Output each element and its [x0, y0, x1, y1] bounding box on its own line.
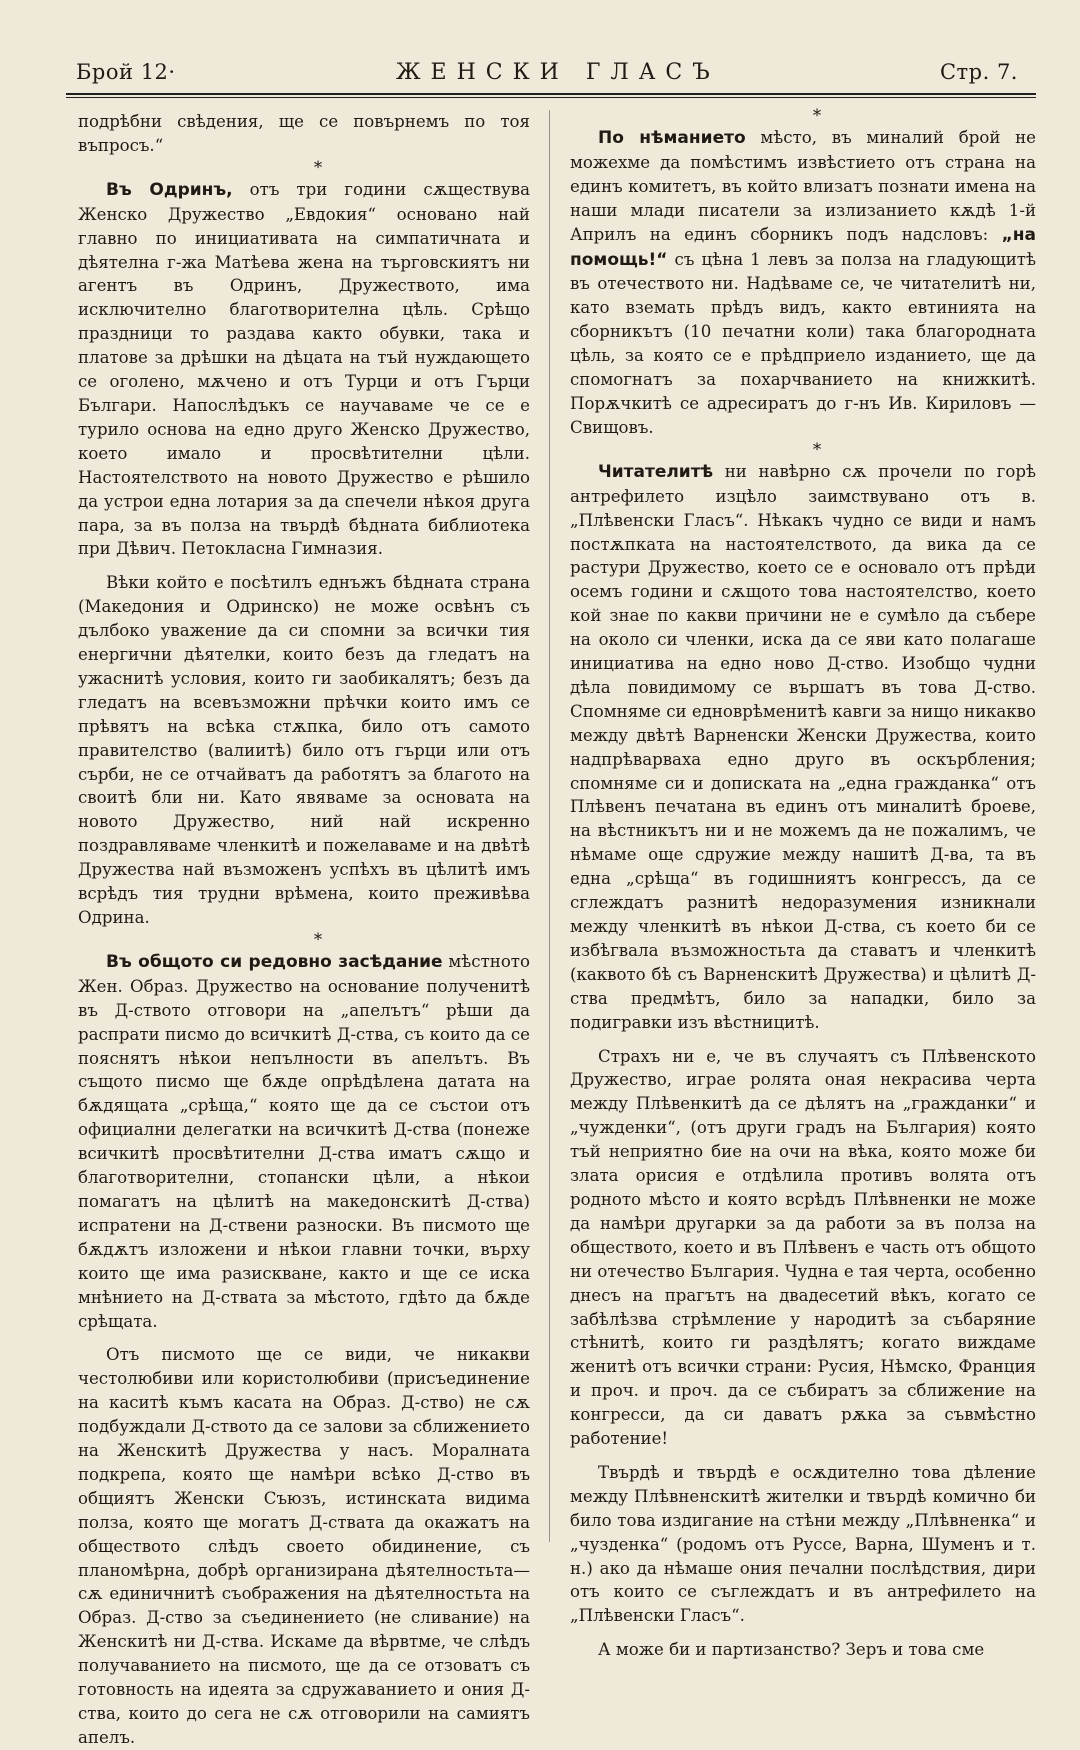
page-number: Стр. 7.: [939, 60, 1018, 84]
article-lead: Читателитѣ: [598, 461, 714, 482]
column-divider: [549, 110, 550, 1542]
issue-number: Брой 12·: [76, 60, 176, 84]
section-star: *: [313, 157, 323, 177]
article-lead: Въ общото си редовно засѣдание: [106, 951, 443, 972]
article-paragraph: А може би и партизанство? Зеръ и това сме: [598, 1640, 985, 1660]
article-collection: [570, 126, 1036, 440]
article-text: мѣстното Жен. Образ. Дружество на основание полученитѣ въ Д-ството отговори на „апелътъ“ рѣши да распрати писмо до всичкитѣ Д-ства, съ които да се пояснятъ нѣкои непълности въ апелътъ. Въ същото писмо ще бѫде опрѣдѣлена датата на бѫдящата „срѣща,“ която ще да се състои отъ официални делегатки на всичкитѣ Д-ства (понеже всичкитѣ просвѣтителни Д-ства иматъ сѫщо и благотворителни, стопански цѣли, а нѣкои помагатъ на цѣлитѣ на македонскитѣ Д-ства) испратени на Д-ствени разноски. Въ писмото ще бѫдѫтъ изложени и нѣкои главни точки, върху които ще има разискване, както и ще се иска мнѣнието на Д-ствата за мѣстото, гдѣто да бѫде срѣщата.: [78, 951, 530, 1331]
header-rule: [66, 93, 1036, 95]
article-odrin: [78, 178, 530, 562]
article-text: отъ три години сѫществува Женско Дружество „Евдокия“ основано най главно по инициативата на симпатичната и дѣятелна г-жа Матѣева жена на търговскиятъ ни агентъ въ Одринъ, Дружеството, има исключително благотворителна цѣль. Срѣщо праздници то раздава както обувки, така и платове за дрѣшки на дѣцата на тъй нуждающето се оголено, мѫчено и отъ Турци и отъ Гърци Българи. Напослѣдъкъ се научаваме че се е турило основа на едно друго Женско Дружество, което имало и просвѣтителни цѣли. Настоятелството на новото Дружество е рѣшило да устрои една лотария за да спечели нѣкоя друга пара, за въ полза на твърдѣ бѣдната библиотека при Дѣвич. Петокласна Гимназия.: [78, 179, 530, 559]
newspaper-title: ЖЕНСКИ ГЛАСЪ: [395, 59, 720, 85]
right-column: [570, 106, 1036, 1662]
article-paragraph: Страхъ ни е, че въ случаятъ съ Плѣвенското Дружество, играе ролята оная некрасива черта между Плѣвенкитѣ да се дѣлятъ на „гражданки“ и „чужденки“, (отъ други градъ на България) която тъй неприятно бие на очи на вѣка, която може би злата орисия е отдѣлила противъ волята отъ родното мѣсто и която всрѣдъ Плѣвненки не може да намѣри другарки за да работи за въ полза на обществото, което и въ Плѣвенъ е часть отъ общото ни отечество България. Чудна е тая черта, особенно днесъ на прагътъ на двадесетий вѣкъ, когато се забѣлѣзва стрѣмление у народитѣ за събаряние стѣнитѣ, които ги раздѣлятъ; когато виждаме женитѣ отъ всички страни: Русия, Нѣмско, Франция и проч. и проч. да се събиратъ за сближение на конгресси, да си даватъ рѫка за съвмѣстно работение!: [570, 1046, 1037, 1449]
article-paragraph: Твърдѣ и твърдѣ е осѫдително това дѣление между Плѣвненскитѣ жителки и твърдѣ комично би било това издигание на стѣни между „Плѣвненка“ и „чузденка“ (родомъ отъ Руссе, Варна, Шуменъ и т. н.) ако да нѣмаше ония печални послѣдствия, дири отъ които се съглеждатъ и въ антрефилето на „Плѣвенски Гласъ“.: [570, 1462, 1036, 1626]
page-header: [76, 52, 1018, 92]
article-paragraph: Отъ писмото ще се види, че никакви честолюбиви или користолюбиви (присъединение на каситѣ къмъ касата на Образ. Д-ство) не сѫ подбуждали Д-ството да се залови за сближението на Женскитѣ Дружества у насъ. Моралната подкрепа, която ще намѣри всѣко Д-ство въ общиятъ Женски Съюзъ, истинската видима полза, която ще могатъ Д-ствата да окажатъ на обществото слѣдъ своето обидинение, съ планомѣрна, добрѣ организирана дѣятелностьта—сѫ единичнитѣ съображения на дѣятелностьта на Образ. Д-ство за съединението (не сливание) на Женскитѣ ни Д-ства. Искаме да вѣрвтме, че слѣдъ получаванието на писмото, ще да се отзоватъ съ готовность на идеята за сдружаванието и ония Д-ства, които до сега не сѫ отговорили на самиятъ апелъ.: [78, 1345, 530, 1747]
article-meeting: [78, 950, 530, 1334]
article-lead: Въ Одринъ,: [106, 179, 233, 200]
article-text: мѣсто, въ миналий брой не можехме да помѣстимъ извѣстието отъ страна на единъ комитетъ, въ който влизатъ познати имена на наши млади писатели за излизанието кѫдѣ 1-й Априлъ на единъ сборникъ подъ надсловъ:: [570, 128, 1036, 244]
article-readers: [570, 460, 1036, 1035]
left-column: [78, 110, 530, 1750]
header-rule-thin: [66, 97, 1036, 98]
collection-title: „на помощь!“: [570, 224, 1036, 270]
section-star: *: [812, 106, 822, 125]
article-text-continued: съ цѣна 1 левъ за полза на гладующитѣ въ отечеството ни. Надѣваме се, че читателитѣ ни, като вземать прѣдъ видъ, както евтинията на сборникътъ (10 печатни коли) така благородната цѣль, за която се е прѣдприело изданието, ще да спомогнатъ за похарчванието на книжкитѣ. Порѫчкитѣ се адресиратъ до г-нъ Ив. Кириловъ — Свищовъ.: [570, 249, 1036, 437]
section-star: *: [313, 929, 323, 949]
article-text: ни навѣрно сѫ прочели по горѣ антрефилето изцѣло заимствувано отъ в. „Плѣвенски Гласъ“. Нѣкакъ чудно се види и намъ постѫпката на настоятелството, да вика да се растури Дружество, което се е основало отъ прѣди осемъ години и сѫщото това настоятелство, което кой знае по какви причини не е сумѣло да събере на около си членки, иска да се яви като полагаше инициатива на едно ново Д-ство. Изобщо чудни дѣла повидимому се вършатъ въ това Д-ство. Спомняме си едноврѣменитѣ кавги за нищо никакво между двѣтѣ Варненски Женски Дружества, които надпрѣварваха едно друго въ оскърбления; спомняме си и дописката на „една гражданка“ отъ Плѣвенъ печатана въ единъ отъ миналитѣ броеве, на вѣстникътъ ни и не можемъ да не пожалимъ, че нѣмаме още сдружие между нашитѣ Д-ва, та въ една „срѣща“ въ годишниятъ конгрессъ, да се сглеждатъ разнитѣ недоразумения изникнали между членкитѣ въ нѣкои Д-ства, съ което би се избѣгвала възможностьта да ставатъ и членкитѣ (каквото бѣ съ Варненскитѣ Дружества) и цѣлитѣ Д-ства предмѣтъ, било за нападки, било за подигравки изъ вѣстницитѣ.: [570, 461, 1036, 1032]
article-lead: По нѣманието: [598, 128, 746, 148]
article-paragraph: Вѣки който е посѣтилъ еднъжъ бѣдната страна (Македония и Одринско) не може освѣнъ съ дълбоко уважение да си спомни за всички тия енергични дѣятелки, които безъ да гледатъ на ужаснитѣ условия, които ги заобикалятъ; безъ да гледатъ на всевъзможни прѣчки които имъ се прѣвятъ на всѣка стѫпка, било отъ самото правителство (валиитѣ) било отъ гърци или отъ сърби, не се отчайватъ да работятъ за благото на своитѣ бли ни. Като явяваме за основата на новото Дружество, ний най искренно поздравляваме членкитѣ и пожелаваме и на двѣтѣ Дружества най възможенъ успѣхъ въ цѣлитѣ имъ всрѣдъ тия трудни врѣмена, които преживѣва Одрина.: [78, 573, 530, 927]
continuation-text: подрѣбни свѣдения, ще се повърнемъ по тоя въпросъ.“: [78, 112, 530, 155]
section-star: *: [812, 439, 822, 459]
